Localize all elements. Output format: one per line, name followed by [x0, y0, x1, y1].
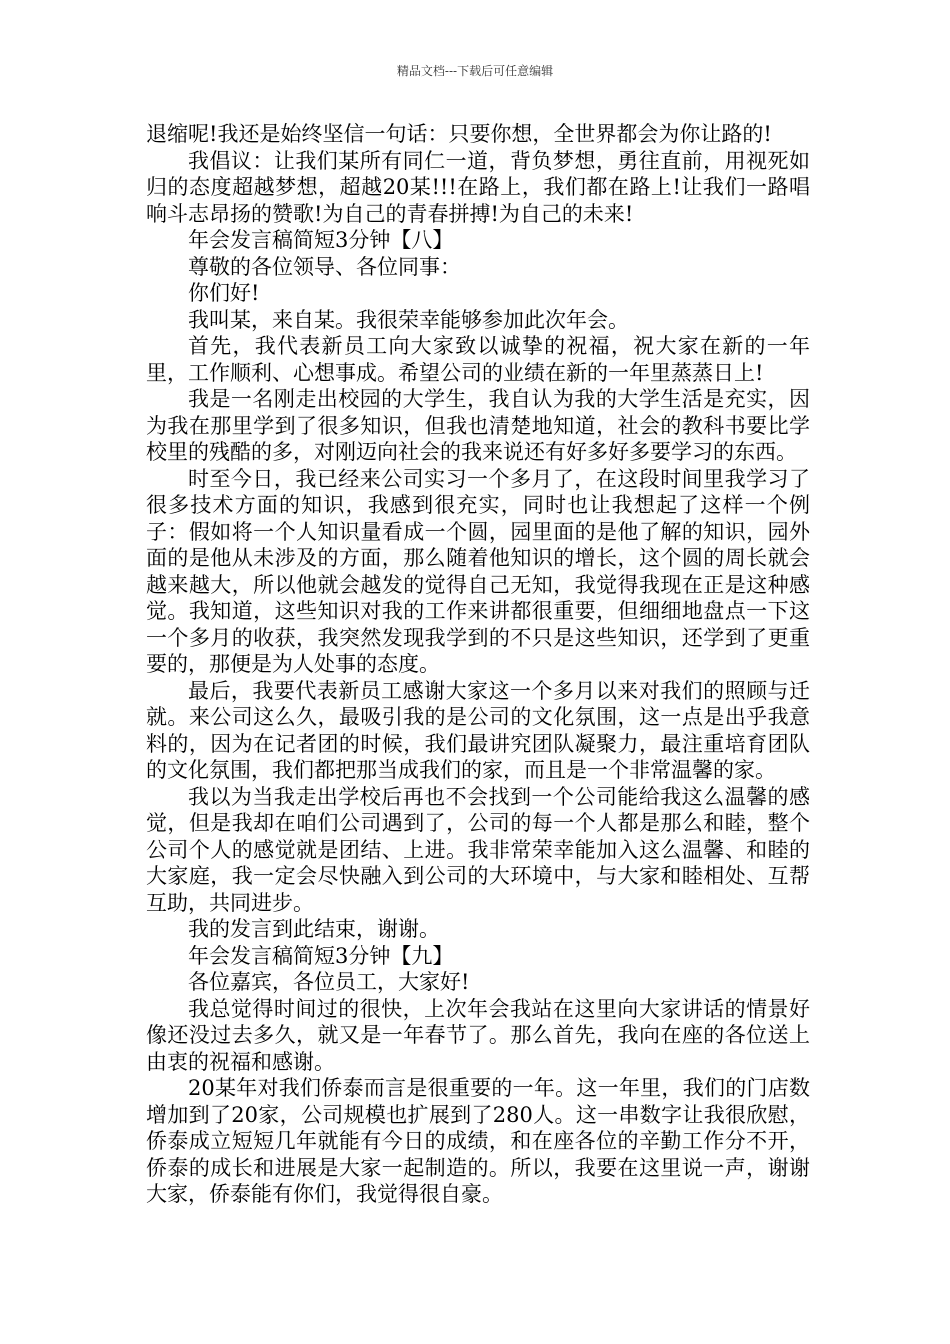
- page-header: 精品文档---下载后可任意编辑: [396, 64, 554, 78]
- paragraph: 我倡议：让我们某所有同仁一道，背负梦想，勇往直前，用视死如归的态度超越梦想，超越20某!!!在路上，我们都在路上!让我们一路唱响斗志昂扬的赞歌!为自己的青春拼搏!为自己的未来!: [146, 148, 810, 226]
- greeting: 你们好!: [188, 281, 260, 305]
- document-body: [146, 121, 810, 1208]
- paragraph: 最后，我要代表新员工感谢大家这一个多月以来对我们的照顾与迁就。来公司这么久，最吸引我的是公司的文化氛围，这一点是出乎我意料的，因为在记者团的时候，我们最讲究团队凝聚力，最注重培育团队的文化氛围，我们都把那当成我们的家，而且是一个非常温馨的家。: [146, 678, 810, 782]
- paragraph: 时至今日，我已经来公司实习一个多月了，在这段时间里我学习了很多技术方面的知识，我感到很充实，同时也让我想起了这样一个例子：假如将一个人知识量看成一个圆，园里面的是他了解的知识，园外面的是他从未涉及的方面，那么随着他知识的增长，这个圆的周长就会越来越大，所以他就会越发的觉得自己无知，我觉得我现在正是这种感觉。我知道，这些知识对我的工作来讲都很重要，但细细地盘点一下这一个多月的收获，我突然发现我学到的不只是这些知识，还学到了更重要的，那便是为人处事的态度。: [146, 466, 810, 676]
- section-heading: 年会发言稿简短3分钟【八】: [188, 228, 454, 252]
- paragraph: 我以为当我走出学校后再也不会找到一个公司能给我这么温馨的感觉，但是我却在咱们公司遇到了，公司的每一个人都是那么和睦，整个公司个人的感觉就是团结、上进。我非常荣幸能加入这么温馨、和睦的大家庭，我一定会尽快融入到公司的大环境中，与大家和睦相处、互帮互助，共同进步。: [146, 784, 810, 915]
- paragraph: 我总觉得时间过的很快，上次年会我站在这里向大家讲话的情景好像还没过去多久，就又是一年春节了。那么首先，我向在座的各位送上由衷的祝福和感谢。: [146, 996, 810, 1074]
- paragraph: 退缩呢!我还是始终坚信一句话：只要你想，全世界都会为你让路的!: [146, 122, 772, 146]
- paragraph: 我叫某，来自某。我很荣幸能够参加此次年会。: [188, 307, 629, 332]
- paragraph: 首先，我代表新员工向大家致以诚挚的祝福，祝大家在新的一年里，工作顺利、心想事成。希望公司的业绩在新的一年里蒸蒸日上!: [146, 334, 810, 385]
- section-heading: 年会发言稿简短3分钟【九】: [188, 943, 454, 968]
- paragraph: 我是一名刚走出校园的大学生，我自认为我的大学生活是充实，因为我在那里学到了很多知识，但我也清楚地知道，社会的教科书要比学校里的残酷的多，对刚迈向社会的我来说还有好多好多要学习的东西。: [146, 387, 810, 464]
- paragraph: 我的发言到此结束，谢谢。: [188, 917, 440, 941]
- salutation: 尊敬的各位领导、各位同事：: [188, 254, 461, 279]
- salutation: 各位嘉宾，各位员工，大家好!: [188, 970, 470, 994]
- paragraph: 20某年对我们侨泰而言是很重要的一年。这一年里，我们的门店数增加到了20家，公司规模也扩展到了280人。这一串数字让我很欣慰，侨泰成立短短几年就能有今日的成绩，和在座各位的辛勤工作分不开，侨泰的成长和进展是大家一起制造的。所以，我要在这里说一声，谢谢大家，侨泰能有你们，我觉得很自豪。: [146, 1076, 810, 1206]
